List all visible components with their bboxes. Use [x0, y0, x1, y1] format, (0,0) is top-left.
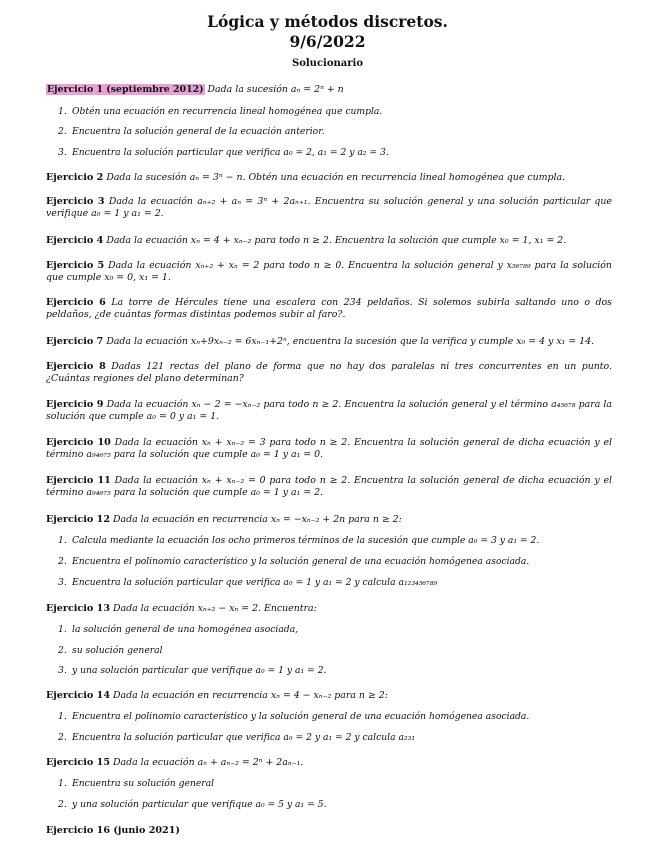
- exercise-12-item-1: 1. Calcula mediante la ecuación los ocho primeros términos de la sucesión que cumple a₀ = 3 y a₁ = 2.: [58, 535, 540, 546]
- exercise-label: Ejercicio 15: [46, 757, 111, 768]
- document-date: 9/6/2022: [289, 32, 366, 51]
- exercise-label: Ejercicio 10: [46, 437, 111, 448]
- exercise-text: Dada la ecuación xₙ₊₂ + xₙ = 2 para todo n ≥ 0. Encuentra la solución general y x₅₆₇₈₉ para la solución que cumple x₀ = 0, x₁ = 1.: [46, 260, 612, 283]
- exercise-14-item-2: 2. Encuentra la solución particular que verifica a₀ = 2 y a₁ = 2 y calcula a₂₃₁: [58, 732, 416, 743]
- exercise-text: Dada la ecuación xₙ₊₂ − xₙ = 2. Encuentra:: [113, 603, 317, 614]
- exercise-text: La torre de Hércules tiene una escalera con 234 peldaños. Si solemos subirla saltando uno o dos peldaños, ¿de cuántas formas distintas podemos subir al faro?.: [46, 297, 612, 320]
- exercise-text: Dada la ecuación en recurrencia xₙ = −xₙ₋₂ + 2n para n ≥ 2:: [113, 514, 402, 525]
- exercise-label: Ejercicio 9: [46, 399, 104, 410]
- exercise-12-item-2: 2. Encuentra el polinomio característico y la solución general de una ecuación homógenea asociada.: [58, 556, 530, 567]
- exercise-label: Ejercicio 6: [46, 297, 106, 308]
- exercise-15: [46, 757, 612, 769]
- exercise-text: Dadas 121 rectas del plano de forma que no hay dos paralelas ni tres concurrentes en un punto. ¿Cuántas regiones del plano determinan?: [46, 361, 612, 384]
- exercise-1-item-2: 2. Encuentra la solución general de la ecuación anterior.: [58, 126, 325, 137]
- exercise-9: [46, 399, 612, 423]
- exercise-1: [46, 84, 612, 96]
- exercise-12: [46, 514, 612, 526]
- exercise-label: Ejercicio 14: [46, 690, 111, 701]
- exercise-text: Dada la ecuación xₙ − 2 = −xₙ₋₂ para todo n ≥ 2. Encuentra la solución general y el término a₄₅₆₇₈ para la solución que cumple a₀ = 0 y a₁ = 1.: [46, 399, 612, 422]
- exercise-2: [46, 172, 612, 184]
- exercise-text: Dada la ecuación xₙ+9xₙ₋₂ = 6xₙ₋₁+2ⁿ, encuentra la sucesión que la verifica y cumple x₀ = 4 y x₁ = 14.: [106, 336, 595, 347]
- exercise-text: Dada la sucesión aₙ = 3ⁿ − n. Obtén una ecuación en recurrencia lineal homogénea que cumpla.: [106, 172, 566, 183]
- exercise-16: [46, 825, 612, 837]
- exercise-14-item-1: 1. Encuentra el polinomio característico y la solución general de una ecuación homógenea asociada.: [58, 711, 530, 722]
- exercise-1-item-1: 1. Obtén una ecuación en recurrencia lineal homogénea que cumpla.: [58, 106, 383, 117]
- exercise-12-item-3: 3. Encuentra la solución particular que verifica a₀ = 1 y a₁ = 2 y calcula a₁₂₃₄₅₆₇₈₉: [58, 577, 438, 588]
- exercise-13-item-2: 2. su solución general: [58, 645, 163, 656]
- exercise-14: [46, 690, 612, 702]
- exercise-text: Dada la sucesión aₙ = 2ⁿ + n: [207, 84, 344, 95]
- exercise-label: Ejercicio 16 (junio 2021): [46, 825, 180, 836]
- exercise-label: Ejercicio 4: [46, 235, 104, 246]
- exercise-5: [46, 260, 612, 284]
- exercise-label: Ejercicio 2: [46, 172, 104, 183]
- exercise-label: Ejercicio 8: [46, 361, 106, 372]
- exercise-13-item-1: 1. la solución general de una homogénea asociada,: [58, 624, 299, 635]
- document-subtitle: Solucionario: [291, 58, 363, 69]
- exercise-7: [46, 336, 612, 348]
- exercise-15-item-1: 1. Encuentra su solución general: [58, 778, 215, 789]
- exercise-15-item-2: 2. y una solución particular que verifique a₀ = 5 y a₁ = 5.: [58, 799, 327, 810]
- exercise-text: Dada la ecuación xₙ + xₙ₋₂ = 3 para todo n ≥ 2. Encuentra la solución general de dicha ecuación y el término a₉₄₆₇₅ para la solución que cumple a₀ = 1 y a₁ = 0.: [46, 437, 612, 460]
- exercise-label: Ejercicio 3: [46, 196, 105, 207]
- exercise-text: Dada la ecuación aₙ₊₂ + aₙ = 3ⁿ + 2aₙ₊₁. Encuentra su solución general y una solución particular que verifique a₀ = 1 y a₁ = 2.: [46, 196, 612, 219]
- exercise-3: [46, 196, 612, 220]
- exercise-text: Dada la ecuación xₙ = 4 + xₙ₋₂ para todo n ≥ 2. Encuentra la solución que cumple x₀ = 1, x₁ = 2.: [106, 235, 567, 246]
- exercise-8: [46, 361, 612, 385]
- exercise-11: [46, 475, 612, 499]
- exercise-text: Dada la ecuación en recurrencia xₙ = 4 − xₙ₋₂ para n ≥ 2:: [113, 690, 388, 701]
- document-title: Lógica y métodos discretos.: [207, 12, 448, 31]
- exercise-label: Ejercicio 13: [46, 603, 111, 614]
- exercise-13: [46, 603, 612, 615]
- exercise-4: [46, 235, 612, 247]
- exercise-6: [46, 297, 612, 321]
- exercise-13-item-3: 3. y una solución particular que verifique a₀ = 1 y a₁ = 2.: [58, 665, 327, 676]
- exercise-10: [46, 437, 612, 461]
- exercise-1-item-3: 3. Encuentra la solución particular que verifica a₀ = 2, a₁ = 2 y a₂ = 3.: [58, 147, 389, 158]
- exercise-label: Ejercicio 5: [46, 260, 105, 271]
- exercise-label: Ejercicio 7: [46, 336, 104, 347]
- exercise-text: Dada la ecuación xₙ + xₙ₋₂ = 0 para todo n ≥ 2. Encuentra la solución general de dicha ecuación y el término a₉₄₆₇₅ para la solución que cumple a₀ = 1 y a₁ = 2.: [46, 475, 612, 498]
- exercise-label: Ejercicio 11: [46, 475, 111, 486]
- exercise-label: Ejercicio 12: [46, 514, 111, 525]
- exercise-text: Dada la ecuación aₙ + aₙ₋₂ = 2ⁿ + 2aₙ₋₁.: [113, 757, 304, 768]
- exercise-label: Ejercicio 1 (septiembre 2012): [47, 84, 204, 95]
